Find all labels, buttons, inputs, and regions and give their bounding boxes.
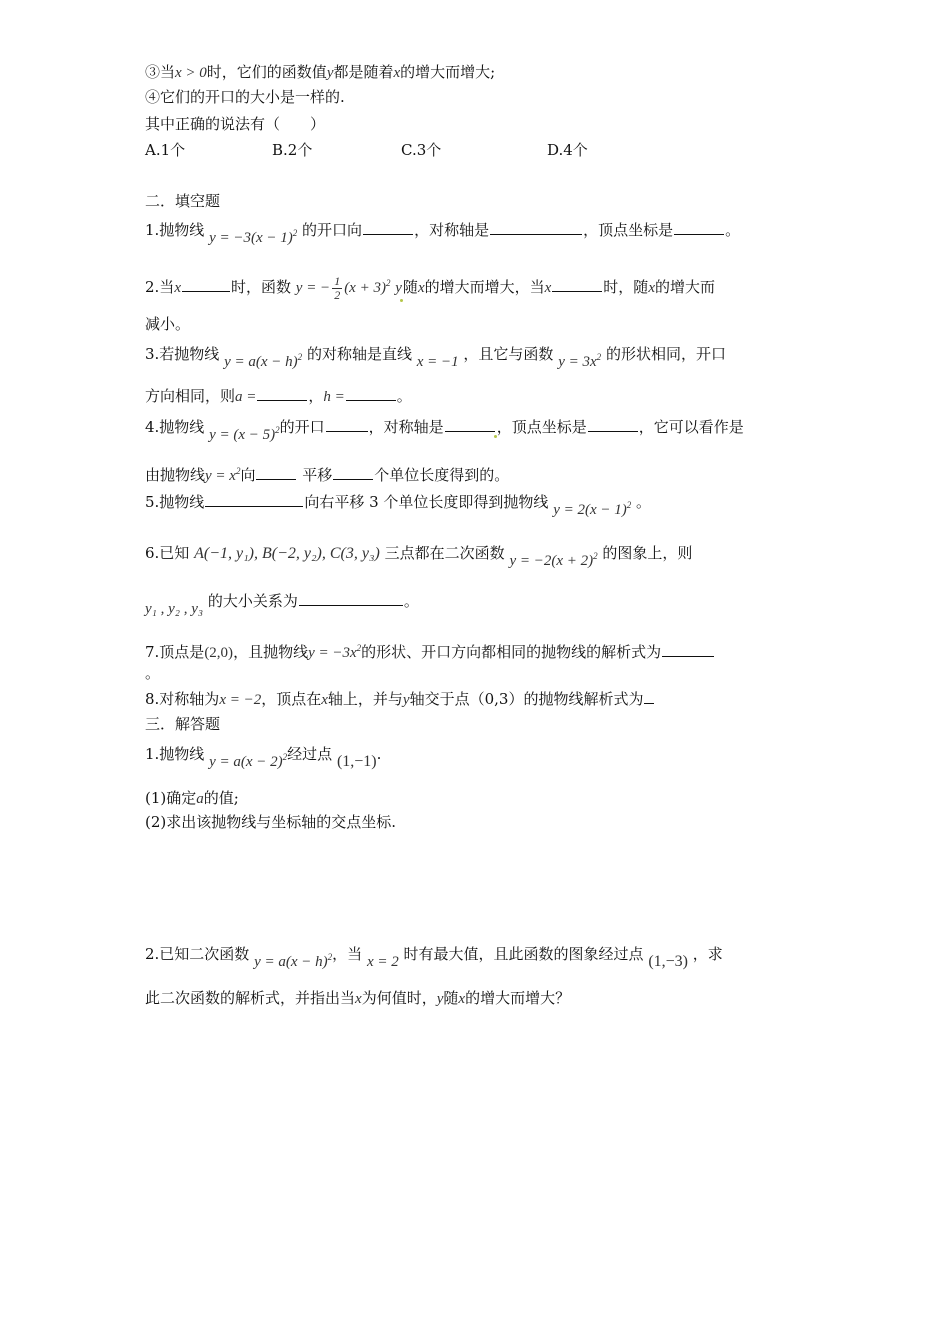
expr: y = 2(x − 1)	[553, 502, 627, 518]
fill-q7-line2: 。	[145, 664, 161, 682]
expr: y = −3x	[308, 645, 357, 661]
text: 的增大而增大？	[465, 989, 571, 1007]
answer-blank[interactable]	[182, 277, 230, 292]
math	[224, 354, 302, 370]
text: 轴交于点（0,3）的抛物线解析式为	[409, 690, 644, 708]
exp: 2	[385, 278, 391, 288]
numerator: 1	[334, 274, 341, 289]
expr: y = 3x	[558, 354, 597, 370]
text: 轴上，并与	[327, 690, 403, 708]
fill-q3-line2	[145, 386, 412, 407]
exp: 2	[356, 643, 362, 653]
expr: y = −	[295, 280, 331, 296]
text: ，对称轴是	[414, 221, 490, 239]
fill-q6-line2	[145, 591, 419, 617]
section-title-fill: 二．填空题	[145, 192, 221, 210]
text: 向右平移 3 个单位长度即得到抛物线	[304, 493, 549, 511]
math: (1,−1)	[336, 753, 377, 770]
math: x	[417, 280, 425, 296]
text: 的值;	[203, 789, 239, 807]
fill-q2-line2: 减小。	[145, 315, 191, 333]
math	[553, 502, 631, 518]
text: 的形状相同，开口	[605, 345, 726, 363]
text: 7.顶点是	[145, 643, 205, 661]
answer-blank[interactable]	[333, 465, 373, 480]
expr: (x + 3)	[344, 280, 386, 296]
text: 的开口向	[302, 221, 363, 239]
text: 向	[240, 466, 256, 484]
stray-dot	[400, 299, 403, 302]
fill-q6	[145, 539, 693, 569]
denominator: 2	[334, 288, 341, 303]
fill-q1	[145, 216, 741, 246]
text: 随	[402, 278, 418, 296]
fill-q4	[145, 413, 744, 443]
text: 。	[636, 493, 652, 511]
exp: 2	[275, 425, 280, 435]
math	[209, 754, 287, 770]
answer-blank[interactable]	[205, 492, 303, 507]
text: 的图象上，则	[602, 544, 693, 562]
question-prompt: 其中正确的说法有（ ）	[145, 115, 326, 133]
exp: 2	[626, 500, 632, 510]
text: 。	[396, 387, 412, 405]
text: 平移	[302, 466, 333, 484]
text: 随	[443, 989, 459, 1007]
answer-blank[interactable]	[257, 386, 307, 401]
exp: 2	[282, 752, 288, 762]
expr: y = x	[205, 468, 236, 484]
exp: 2	[235, 466, 241, 476]
text: 6.已知	[145, 544, 190, 562]
text: ，顶点在	[261, 690, 322, 708]
math: x	[321, 692, 328, 708]
text: ，且抛物线	[233, 643, 309, 661]
text: .	[376, 745, 382, 763]
answer-blank[interactable]	[445, 417, 495, 432]
math: y₁ , y₂ , y₃	[145, 601, 204, 617]
text: 经过点	[287, 745, 333, 763]
text: ③当	[145, 63, 176, 81]
text: 2.已知二次函数	[145, 945, 250, 963]
section-title-solve: 三．解答题	[145, 715, 221, 733]
text: 三点都在二次函数	[384, 544, 505, 562]
text: ，求	[692, 945, 723, 963]
text: 此二次函数的解析式，并指出当	[145, 989, 356, 1007]
expr: y = a(x − 2)	[209, 754, 283, 770]
math: h =	[323, 389, 345, 405]
statement-3	[145, 62, 495, 83]
fill-q7	[145, 638, 715, 663]
text: ，且它与函数	[463, 345, 554, 363]
text: 4.抛物线	[145, 418, 205, 436]
answer-blank[interactable]	[490, 220, 582, 235]
text: ，当	[332, 945, 363, 963]
text: 时，随	[603, 278, 649, 296]
math: a	[196, 791, 204, 807]
math: x	[355, 991, 362, 1007]
expr: y = −2(x + 2)	[509, 553, 594, 569]
fill-q5	[145, 488, 652, 518]
option-c: C.3个	[401, 141, 442, 159]
math	[205, 468, 240, 484]
math: A(−1, y₁), B(−2, y₂), C(3, y₃)	[194, 545, 380, 562]
math: x > 0	[175, 65, 207, 81]
statement-4: ④它们的开口的大小是一样的.	[145, 88, 345, 106]
answer-blank[interactable]	[662, 642, 714, 657]
solve-p1-sub2: (2)求出该抛物线与坐标轴的交点坐标.	[145, 813, 397, 831]
text: 的大小关系为	[207, 592, 298, 610]
solve-p2-line2	[145, 988, 570, 1009]
math	[308, 645, 361, 661]
math: y	[436, 991, 444, 1007]
math: x	[544, 280, 552, 296]
expr: y = −3(x − 1)	[209, 230, 293, 246]
text: 1.抛物线	[145, 745, 205, 763]
math: a =	[235, 389, 257, 405]
text: 的增大而增大，当	[424, 278, 545, 296]
text: 时有最大值，且此函数的图象经过点	[403, 945, 644, 963]
text: 。	[403, 592, 419, 610]
text: ，它可以看作是	[638, 418, 744, 436]
math: (1,−3)	[648, 953, 688, 970]
text: 时，它们的函数值	[206, 63, 327, 81]
text: ，顶点坐标是	[496, 418, 587, 436]
math	[254, 954, 332, 970]
expr: y = (x − 5)	[209, 427, 276, 443]
math: x = −1	[416, 354, 459, 370]
text: 由抛物线	[145, 466, 206, 484]
expr: y = a(x − h)	[254, 954, 328, 970]
option-b: B.2个	[272, 141, 313, 159]
text: 8.对称轴为	[145, 690, 220, 708]
math: x	[648, 280, 655, 296]
fill-q8	[145, 689, 655, 710]
text: 1.抛物线	[145, 221, 205, 239]
math	[209, 427, 280, 443]
answer-blank[interactable]	[256, 465, 296, 480]
text: 的开口	[279, 418, 325, 436]
solve-p2	[145, 940, 723, 970]
text: 2.当	[145, 278, 175, 296]
math: (2,0)	[204, 645, 234, 661]
math	[558, 354, 601, 370]
answer-blank[interactable]	[299, 591, 403, 606]
math: y	[395, 280, 402, 296]
text: ，对称轴是	[368, 418, 444, 436]
exp: 2	[593, 551, 598, 561]
text: ，	[308, 387, 324, 405]
exp: 2	[327, 952, 333, 962]
text: 方向相同，则	[145, 387, 236, 405]
fill-q2	[145, 273, 715, 302]
fill-q4-line2	[145, 461, 509, 486]
answer-blank[interactable]	[644, 689, 654, 704]
answer-blank[interactable]	[588, 417, 638, 432]
text: 的增大而	[654, 278, 715, 296]
math: x	[174, 280, 181, 296]
answer-blank[interactable]	[326, 417, 368, 432]
math	[509, 553, 597, 569]
exp: 2	[292, 228, 298, 238]
text: (1)确定	[145, 789, 197, 807]
text: 3.若抛物线	[145, 345, 220, 363]
fraction	[332, 275, 342, 302]
answer-blank[interactable]	[674, 220, 724, 235]
answer-blank[interactable]	[363, 220, 413, 235]
text: 5.抛物线	[145, 493, 205, 511]
text: 都是随着	[333, 63, 394, 81]
math: x = 2	[366, 954, 399, 970]
text: 。	[725, 221, 741, 239]
exp: 2	[596, 352, 602, 362]
text: 的形状、开口方向都相同的抛物线的解析式为	[361, 643, 662, 661]
text: 的增大而增大;	[400, 63, 496, 81]
solve-p1-sub1	[145, 788, 239, 809]
math: x = −2	[219, 692, 262, 708]
math: y	[402, 692, 410, 708]
math: x	[458, 991, 466, 1007]
option-d: D.4个	[547, 141, 588, 159]
math	[295, 274, 391, 303]
solve-p1	[145, 740, 382, 770]
answer-blank[interactable]	[552, 277, 602, 292]
text: 时，函数	[230, 278, 291, 296]
fill-q3	[145, 340, 726, 370]
text: 个单位长度得到的。	[374, 466, 510, 484]
text: 的对称轴是直线	[306, 345, 412, 363]
math	[209, 230, 297, 246]
expr: y = a(x − h)	[224, 354, 298, 370]
option-a: A.1个	[145, 141, 186, 159]
exp: 2	[297, 352, 303, 362]
answer-blank[interactable]	[346, 386, 396, 401]
text: 为何值时，	[361, 989, 437, 1007]
text: ，顶点坐标是	[583, 221, 674, 239]
math: x	[393, 65, 401, 81]
math: y	[326, 65, 334, 81]
